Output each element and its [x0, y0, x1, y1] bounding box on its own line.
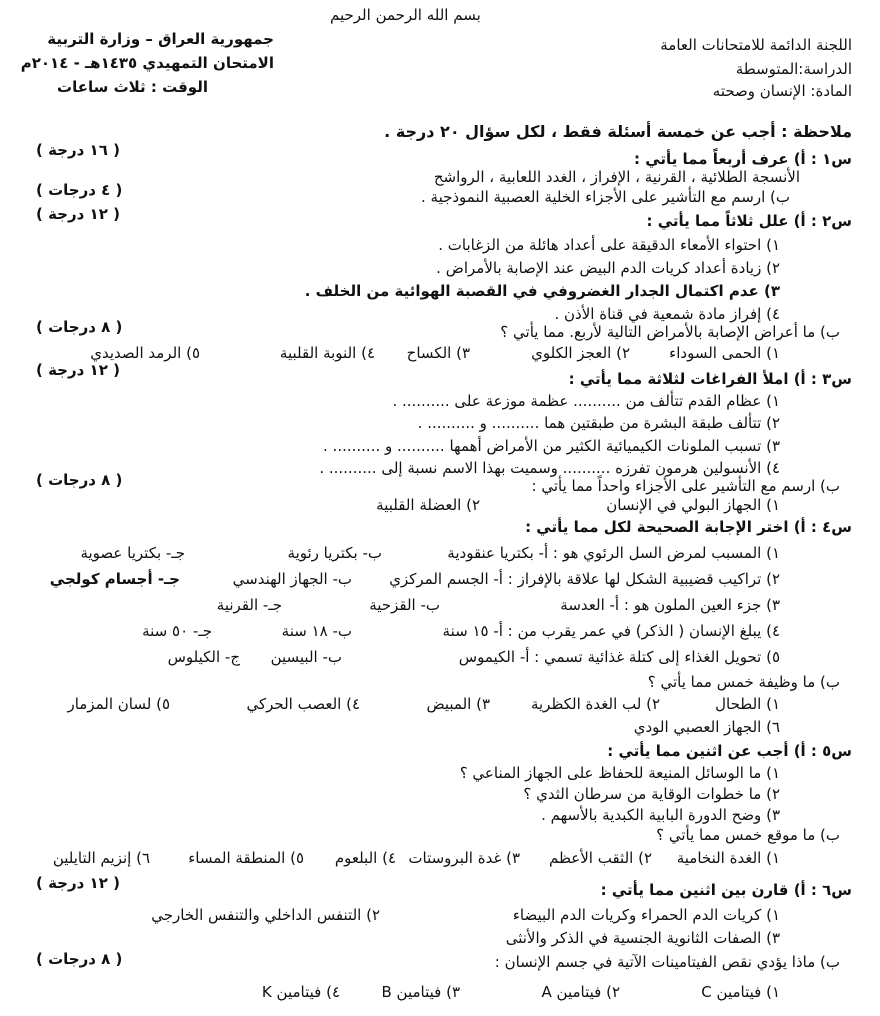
- q3b-item-1: ١) الجهاز البولي في الإنسان: [606, 496, 780, 514]
- q3a-grade: ( ١٢ درجة ): [36, 361, 120, 379]
- q1a-heading: س١ : أ) عرف أربعاً مما يأتي :: [634, 150, 852, 168]
- q2a-item-1: ١) احتواء الأمعاء الدقيقة على أعداد هائلة من الزغابات .: [438, 236, 780, 254]
- q4a-line-1: ١) المسبب لمرض السل الرئوي هو : أ- بكتريا عنقودية: [447, 544, 780, 562]
- q1a-items: الأنسجة الطلائية ، القرنية ، الإفراز ، الغدد اللعابية ، الرواشح: [433, 168, 800, 186]
- basmala: بسم الله الرحمن الرحيم: [330, 6, 481, 24]
- q6a-item-2: ٢) التنفس الداخلي والتنفس الخارجي: [151, 906, 380, 924]
- q5b-item-6: ٦) إنزيم التايلين: [52, 849, 150, 867]
- q6b-item-1: ١) فيتامين C: [701, 983, 780, 1001]
- q5b-item-1: ١) الغدة النخامية: [676, 849, 780, 867]
- q5b-heading: ب) ما موقع خمس مما يأتي ؟: [656, 826, 840, 844]
- header-ministry: جمهورية العراق – وزارة التربية: [47, 30, 274, 48]
- q4b-heading: ب) ما وظيفة خمس مما يأتي ؟: [647, 673, 840, 691]
- q3b-heading: ب) ارسم مع التأشير على الأجزاء واحداً مما يأتي :: [531, 477, 840, 495]
- q6b-item-3: ٣) فيتامين B: [381, 983, 460, 1001]
- q4a-line-3: ٣) جزء العين الملون هو : أ- العدسة: [560, 596, 780, 614]
- q2b-item-1: ١) الحمى السوداء: [669, 344, 780, 362]
- q4b-item-6: ٦) الجهاز العصبي الودي: [633, 718, 780, 736]
- q2b-grade: ( ٨ درجات ): [36, 318, 123, 336]
- exam-note: ملاحظة : أجب عن خمسة أسئلة فقط ، لكل سؤال ٢٠ درجة .: [384, 122, 852, 141]
- q6b-item-2: ٢) فيتامين A: [541, 983, 620, 1001]
- q6b-heading: ب) ماذا يؤدي نقص الفيتامينات الآتية في جسم الإنسان :: [494, 953, 840, 971]
- q3a-item-1: ١) عظام القدم تتألف من .......... عظمة موزعة على .......... .: [392, 392, 780, 410]
- q2b-heading: ب) ما أعراض الإصابة بالأمراض التالية لأربع. مما يأتي ؟: [500, 323, 840, 341]
- q2a-item-2: ٢) زيادة أعداد كريات الدم البيض عند الإصابة بالأمراض .: [436, 259, 780, 277]
- header-committee: اللجنة الدائمة للامتحانات العامة: [660, 36, 852, 54]
- q5a-item-2: ٢) ما خطوات الوقاية من سرطان الثدي ؟: [523, 785, 780, 803]
- q4a-line-2-c: جـ- أجسام كولجي: [49, 570, 180, 588]
- q4a-line-5: ٥) تحويل الغذاء إلى كتلة غذائية تسمي : أ- الكيموس: [458, 648, 780, 666]
- q4b-item-4: ٤) العصب الحركي: [246, 695, 360, 713]
- q2b-item-4: ٤) النوبة القلبية: [279, 344, 375, 362]
- q5a-item-3: ٣) وضح الدورة البابية الكبدية بالأسهم .: [541, 806, 780, 824]
- q2a-grade: ( ١٢ درجة ): [36, 205, 120, 223]
- q6a-grade: ( ١٢ درجة ): [36, 874, 120, 892]
- q5a-heading: س٥ : أ) أجب عن اثنين مما يأتي :: [607, 742, 852, 760]
- header-time: الوقت : ثلاث ساعات: [57, 78, 208, 96]
- q4b-item-1: ١) الطحال: [715, 695, 780, 713]
- q4a-heading: س٤ : أ) اختر الإجابة الصحيحة لكل مما يأتي :: [525, 518, 852, 536]
- q6b-grade: ( ٨ درجات ): [36, 950, 123, 968]
- q2a-item-4: ٤) إفراز مادة شمعية في قناة الأذن .: [554, 305, 780, 323]
- q4a-line-1-b: ب- بكتريا رئوية: [287, 544, 382, 562]
- q3a-item-3: ٣) تسبب الملونات الكيميائية الكثير من الأمراض أهمها .......... و .......... .: [323, 437, 780, 455]
- q2b-item-3: ٣) الكساح: [406, 344, 470, 362]
- q3a-item-2: ٢) تتألف طبقة البشرة من طبقتين هما .......... و .......... .: [417, 414, 780, 432]
- q4a-line-5-c: ج- الكيلوس: [167, 648, 240, 666]
- q4b-item-2: ٢) لب الغدة الكظرية: [530, 695, 660, 713]
- q4b-item-5: ٥) لسان المزمار: [67, 695, 170, 713]
- q2a-item-3: ٣) عدم اكتمال الجدار الغضروفي في القصبة الهوائية من الخلف .: [304, 282, 780, 300]
- q5b-item-4: ٤) البلعوم: [334, 849, 396, 867]
- q6a-heading: س٦ : أ) قارن بين اثنين مما يأتي :: [600, 881, 852, 899]
- q4a-line-3-c: جـ- القرنية: [216, 596, 282, 614]
- q5b-item-5: ٥) المنطقة المساء: [188, 849, 304, 867]
- q4a-line-1-c: جـ- بكتريا عصوية: [80, 544, 185, 562]
- q6a-item-3: ٣) الصفات الثانوية الجنسية في الذكر والأنثى: [505, 929, 780, 947]
- header-study-level: الدراسة:المتوسطة: [735, 60, 852, 78]
- q4a-line-3-b: ب- القزحية: [369, 596, 440, 614]
- q1a-grade: ( ١٦ درجة ): [36, 141, 120, 159]
- q3b-grade: ( ٨ درجات ): [36, 471, 123, 489]
- q6a-item-1: ١) كريات الدم الحمراء وكريات الدم البيضاء: [512, 906, 780, 924]
- q4a-line-5-b: ب- البيسين: [270, 648, 342, 666]
- q6b-item-4: ٤) فيتامين K: [261, 983, 340, 1001]
- q2b-item-5: ٥) الرمد الصديدي: [90, 344, 200, 362]
- header-exam-title: الامتحان التمهيدي ١٤٣٥هـ - ٢٠١٤م: [20, 54, 274, 72]
- q4a-line-4: ٤) يبلغ الإنسان ( الذكر) في عمر يقرب من : أ- ١٥ سنة: [442, 622, 780, 640]
- q5b-item-2: ٢) الثقب الأعظم: [549, 849, 652, 867]
- header-subject: المادة: الإنسان وصحته: [712, 82, 852, 100]
- q4a-line-2-b: ب- الجهاز الهندسي: [232, 570, 352, 588]
- q4a-line-4-c: جـ- ٥٠ سنة: [142, 622, 212, 640]
- q2b-item-2: ٢) العجز الكلوي: [531, 344, 630, 362]
- q5a-item-1: ١) ما الوسائل المنيعة للحفاظ على الجهاز المناعي ؟: [459, 764, 780, 782]
- q4a-line-2: ٢) تراكيب قضيبية الشكل لها علاقة بالإفراز : أ- الجسم المركزي: [389, 570, 780, 588]
- q4b-item-3: ٣) المبيض: [426, 695, 490, 713]
- q1b-text: ب) ارسم مع التأشير على الأجزاء الخلية العصبية النموذجية .: [421, 188, 790, 206]
- q3b-item-2: ٢) العضلة القلبية: [376, 496, 480, 514]
- q4a-line-4-b: ب- ١٨ سنة: [281, 622, 352, 640]
- q3a-item-4: ٤) الأنسولين هرمون تفرزه .......... وسميت بهذا الاسم نسبة إلى .......... .: [319, 459, 780, 477]
- q3a-heading: س٣ : أ) املأ الفراغات لثلاثة مما يأتي :: [568, 370, 852, 388]
- q1b-grade: ( ٤ درجات ): [36, 181, 123, 199]
- q2a-heading: س٢ : أ) علل ثلاثاً مما يأتي :: [646, 212, 852, 230]
- q5b-item-3: ٣) غدة البروستات: [408, 849, 520, 867]
